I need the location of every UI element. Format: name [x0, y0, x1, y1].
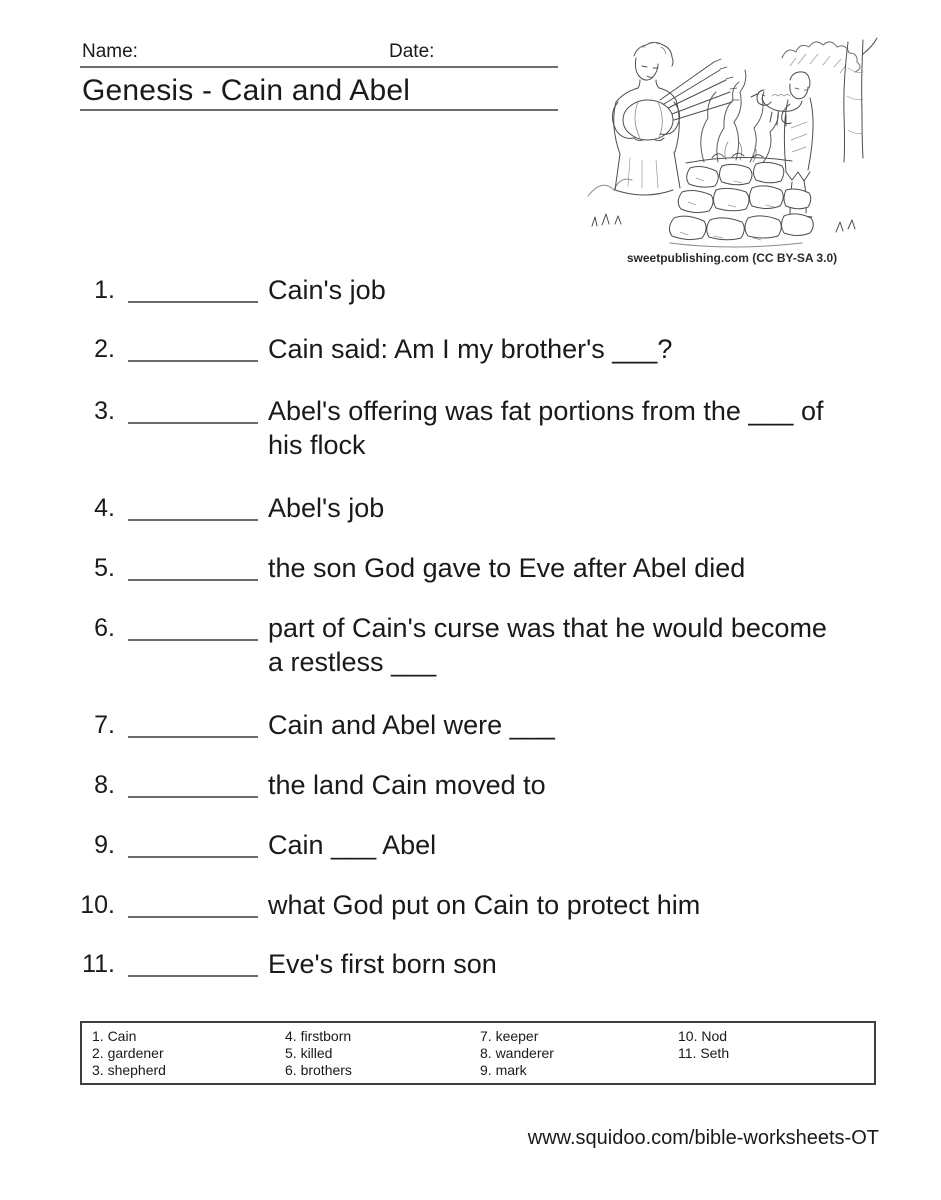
answer-blank[interactable] — [128, 332, 258, 362]
item-number: 10. — [80, 891, 115, 919]
item-clue: what God put on Cain to protect him — [268, 890, 701, 920]
answer-blank[interactable] — [128, 708, 258, 738]
answer-blank[interactable] — [128, 611, 258, 641]
item-number: 4. — [94, 494, 115, 522]
word-bank-entry: 7. keeper — [480, 1028, 539, 1044]
item-clue: Eve's first born son — [268, 949, 497, 979]
answer-blank[interactable] — [128, 394, 258, 424]
image-credit: sweetpublishing.com (CC BY-SA 3.0) — [626, 251, 838, 265]
item-number: 8. — [94, 771, 115, 799]
item-number: 2. — [94, 335, 115, 363]
word-bank-entry: 5. killed — [285, 1045, 333, 1061]
item-clue: Abel's offering was fat portions from the ___ of his flock — [268, 396, 824, 460]
answer-blank[interactable] — [128, 491, 258, 521]
item-number: 1. — [94, 276, 115, 304]
word-bank-entry: 6. brothers — [285, 1062, 352, 1078]
answer-blank[interactable] — [128, 273, 258, 303]
answer-blank[interactable] — [128, 551, 258, 581]
word-bank-entry: 1. Cain — [92, 1028, 137, 1044]
date-label: Date: — [389, 41, 435, 62]
item-number: 3. — [94, 397, 115, 425]
word-bank-column — [92, 1028, 285, 1083]
item-number: 9. — [94, 831, 115, 859]
word-bank-entry: 3. shepherd — [92, 1062, 166, 1078]
item-clue: part of Cain's curse was that he would become a restless ___ — [268, 613, 827, 677]
page-title: Genesis - Cain and Abel — [82, 74, 411, 107]
item-clue: the son God gave to Eve after Abel died — [268, 553, 746, 583]
name-label: Name: — [82, 41, 138, 62]
answer-blank[interactable] — [128, 947, 258, 977]
word-bank-entry: 8. wanderer — [480, 1045, 554, 1061]
answer-blank[interactable] — [128, 768, 258, 798]
word-bank — [80, 1021, 876, 1085]
item-clue: Abel's job — [268, 493, 385, 523]
item-clue: Cain's job — [268, 275, 386, 305]
footer-url: www.squidoo.com/bible-worksheets-OT — [527, 1127, 879, 1149]
word-bank-entry: 9. mark — [480, 1062, 527, 1078]
item-number: 7. — [94, 711, 115, 739]
word-bank-entry: 2. gardener — [92, 1045, 164, 1061]
word-bank-column — [480, 1028, 678, 1083]
item-clue: Cain and Abel were ___ — [268, 710, 555, 740]
item-clue: Cain said: Am I my brother's ___? — [268, 334, 673, 364]
word-bank-column — [678, 1028, 729, 1083]
worksheet-illustration — [586, 36, 878, 248]
item-number: 6. — [94, 614, 115, 642]
item-number: 11. — [82, 950, 115, 978]
word-bank-entry: 10. Nod — [678, 1028, 728, 1044]
item-clue: Cain ___ Abel — [268, 830, 437, 860]
answer-blank[interactable] — [128, 888, 258, 918]
title-underline — [80, 109, 558, 111]
answer-blank[interactable] — [128, 828, 258, 858]
word-bank-column — [285, 1028, 480, 1083]
item-number: 5. — [94, 554, 115, 582]
item-clue: the land Cain moved to — [268, 770, 546, 800]
word-bank-entry: 11. Seth — [678, 1045, 730, 1061]
word-bank-entry: 4. firstborn — [285, 1028, 352, 1044]
name-date-underline — [80, 66, 558, 68]
